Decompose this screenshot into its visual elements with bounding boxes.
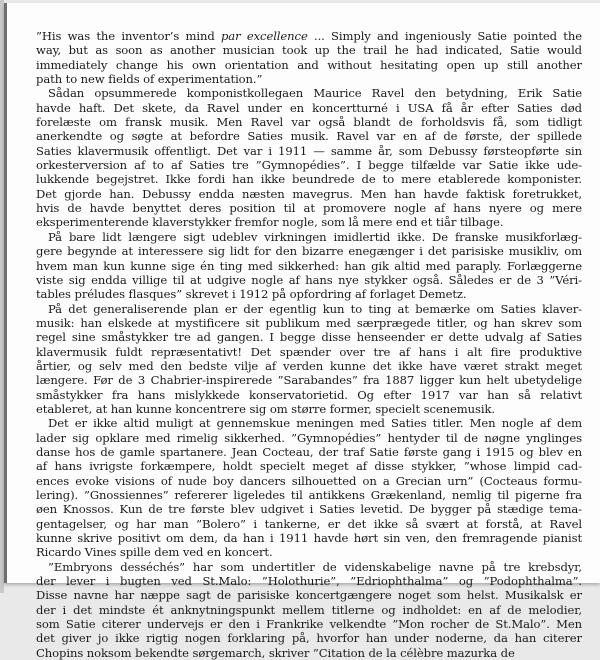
text-line: Det gjorde han. Debussy endda næsten mavegrus. Men han havde faktisk foretrukket,	[36, 186, 582, 201]
text-line: lukkende begejstret. Ikke fordi han ikke beundrede de to mere etablerede komponister.	[36, 172, 582, 187]
text-line: viste sig endda villige til at udgive nogle af hans nye stykker også. Således er de 3 ”Véri-	[36, 272, 582, 287]
text-line: tables préludes flasques” skrevet i 1912 på opfordring af forlaget Demetz.	[36, 287, 467, 302]
text-line: path to new fields of experimentation.”	[36, 72, 263, 87]
text-line: forelæste om fransk musik. Men Ravel var også blandt de forholdsvis få, som tidligt	[36, 115, 582, 130]
text-line: hvem man kun kunne sige én ting med sikkerhed: han gik altid med paraply. Forlæggerne	[36, 258, 582, 273]
paragraph	[36, 29, 582, 86]
text-line: anerkendte og søgte at befordre Saties musik. Ravel var en af de første, der spillede	[36, 129, 582, 144]
text-line: musik: han elskede at mystificere sit publikum med særprægede titler, og han skrev som	[36, 315, 582, 330]
text-line: kunne skrive positivt om dem, da han i 1911 havde hørt sin ven, den fremragende pianist	[36, 531, 582, 546]
text-line: klavermusik fuldt repræsentativt! Det spænder over tre af hans i alt fire produktive	[36, 344, 582, 359]
text-line: af hans ivrigste forkæmpere, holdt specielt meget af disse stykker, ”whose limpid cad-	[36, 459, 582, 474]
text-line: lering). ”Gnossiennes” refererer ligeledes til antikkens Grækenland, nemlig til pigerne fra	[36, 488, 582, 502]
body-text	[36, 29, 582, 660]
text-line: etableret, at han kunne koncentrere sig om større former, specielt scenemusik.	[36, 401, 496, 416]
text-line: ences evoke visions of nude boy dancers silhouetted on a Grecian urn” (Cocteaus formu-	[36, 473, 582, 488]
document-page	[4, 3, 600, 660]
text-line: gere begynde at interessere sig lidt for den bizarre enegænger i det parisiske musikliv, om	[36, 244, 582, 259]
text-line: der lever i bugten ved St.Malo: ”Holothurie”, ”Edriophthalma” og ”Podophthalma”.	[36, 574, 582, 589]
text-line: længere. Før de 3 Chabrier-inspirerede ”Sarabandes” fra 1887 ligger kun helt ubetydelige	[36, 373, 582, 388]
text-line: Disse navne har næppe sagt de parisiske koncertgængere noget som helst. Musikalsk er	[36, 588, 582, 603]
text-line: der i det mindste ét anknytningspunkt mellem titlerne og indholdet: en af de melodier,	[36, 602, 582, 617]
text-line: eksperimenterende klaverstykker fremfor nogle, som lå mere end et tiår tilbage.	[36, 215, 504, 230]
text-line: ”His was the inventor’s mind par excellence ... Simply and ingeniously Satie pointed the	[36, 29, 582, 43]
text-line: ”Embryons desséchés” har som undertitler de videnskabelige navne på tre krebsdyr,	[48, 559, 582, 574]
paragraph	[36, 230, 582, 302]
text-line: Ricardo Vines spille dem ved en koncert.	[36, 545, 273, 560]
text-line: På det generaliserende plan er der egentlig kun to ting at bemærke om Saties klaver-	[48, 301, 582, 316]
text-line: Det er ikke altid muligt at gennemskue meningen med Saties titler. Men nogle af dem	[48, 416, 582, 431]
text-line: immediately change his own orientation and without hesitating open up still another	[36, 57, 582, 72]
text-line: øen Knossos. Kun de tre første blev udgivet i Saties levetid. De bygger på stædige tema-	[36, 502, 582, 517]
text-line: som Satie citerer undervejs er den i Frankrike velkendte ”Mon rocher de St.Malo”. Men	[36, 617, 582, 632]
text-line: På bare lidt længere sigt udeblev virkningen imidlertid ikke. De franske musikforlæg-	[48, 229, 582, 244]
text-line: lader sig opklare med rimelig sikkerhed. ”Gymnopédies” hentyder til de nøgne ynglinges	[36, 430, 582, 445]
text-line: Chopins noksom bekendte sørgemarch, skriver ”Citation de la célèbre mazurka de	[36, 645, 515, 660]
text-line: Saties klavermusik offentligt. Det var i 1911 — samme år, som Debussy førsteopførte sin	[36, 143, 582, 158]
italic-phrase: par excellence	[220, 29, 308, 43]
text-line: årtier, og selv med den bedste vilje af verden kunne det ikke have været strakt meget	[36, 358, 582, 373]
text-line: Sådan opsummerede komponistkollegaen Maurice Ravel den betydning, Erik Satie	[48, 86, 582, 101]
text-line: hvis de havde benyttet deres position til at promovere nogle af hans nyere og mere	[36, 201, 582, 216]
text-line: regel sine småstykker tre ad gangen. I begge disse henseender er dette udvalg af Saties	[36, 330, 582, 345]
text-line: gentagelser, og har man ”Bolero” i tankerne, er det ikke så svært at forstå, at Ravel	[36, 516, 582, 531]
text-line: havde haft. Det skete, da Ravel under en koncertturné i USA få år efter Saties død	[36, 100, 582, 115]
text-line: danse hos de gamle spartanere. Jean Cocteau, der traf Satie første gang i 1915 og blev en	[36, 444, 582, 459]
text-line: orkesterversion af to af Saties tre ”Gymnopédies”. I begge tilfælde var Satie ikke ude-	[36, 158, 582, 173]
paragraph	[36, 302, 582, 417]
paragraph	[36, 416, 582, 559]
paragraph	[36, 560, 582, 660]
text-line: småstykker fra hans mislykkede konservatorietid. Og efter 1917 var han så relativt	[36, 387, 582, 402]
text-line: way, but as soon as another musician took up the trail he had indicated, Satie would	[36, 43, 582, 58]
paragraph	[36, 86, 582, 229]
text-line: det giver jo ikke rigtig nogen forklaring på, hvorfor han under noderne, da han citerer	[36, 631, 582, 646]
